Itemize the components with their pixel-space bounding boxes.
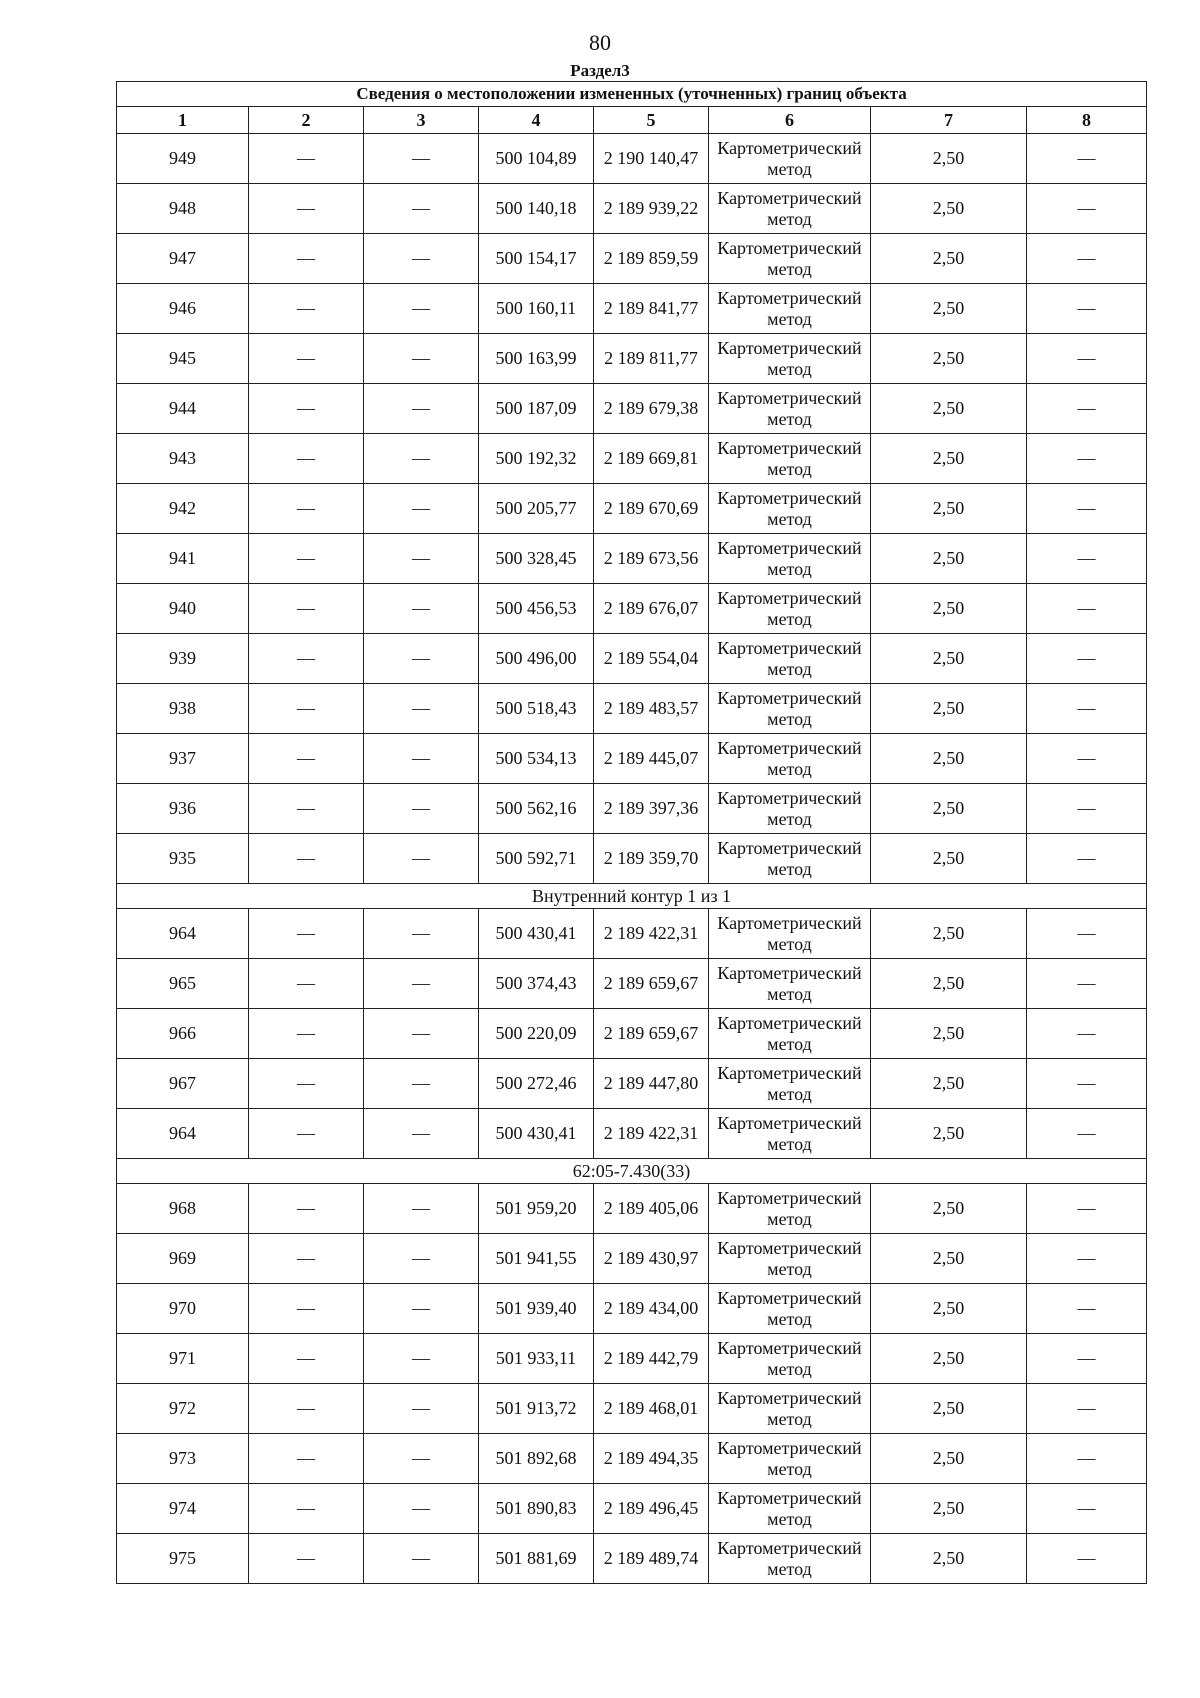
x-coordinate-cell: 500 496,00 (479, 634, 594, 684)
column-8-cell: — (1027, 684, 1147, 734)
method-cell: Картометрический метод (709, 734, 871, 784)
y-coordinate-cell: 2 189 939,22 (594, 184, 709, 234)
x-coordinate-cell: 500 220,09 (479, 1009, 594, 1059)
x-coordinate-cell: 500 430,41 (479, 1109, 594, 1159)
column-8-cell: — (1027, 959, 1147, 1009)
table-row (117, 684, 1147, 734)
y-coordinate-cell: 2 189 496,45 (594, 1484, 709, 1534)
x-coordinate-cell: 500 192,32 (479, 434, 594, 484)
column-3-cell: — (364, 184, 479, 234)
column-2-cell: — (249, 1284, 364, 1334)
column-2-cell: — (249, 284, 364, 334)
table-row (117, 634, 1147, 684)
table-row (117, 284, 1147, 334)
point-number-cell: 947 (117, 234, 249, 284)
table-row (117, 134, 1147, 184)
column-3-cell: — (364, 834, 479, 884)
accuracy-cell: 2,50 (871, 1534, 1027, 1584)
point-number-cell: 939 (117, 634, 249, 684)
y-coordinate-cell: 2 189 670,69 (594, 484, 709, 534)
point-number-cell: 946 (117, 284, 249, 334)
x-coordinate-cell: 501 881,69 (479, 1534, 594, 1584)
method-cell: Картометрический метод (709, 234, 871, 284)
table-row (117, 534, 1147, 584)
point-number-cell: 966 (117, 1009, 249, 1059)
column-number: 4 (479, 107, 594, 134)
x-coordinate-cell: 500 140,18 (479, 184, 594, 234)
method-cell: Картометрический метод (709, 184, 871, 234)
column-2-cell: — (249, 1384, 364, 1434)
table-row (117, 334, 1147, 384)
column-8-cell: — (1027, 1434, 1147, 1484)
point-number-cell: 942 (117, 484, 249, 534)
table-row (117, 1484, 1147, 1534)
column-number: 2 (249, 107, 364, 134)
column-3-cell: — (364, 384, 479, 434)
x-coordinate-cell: 501 941,55 (479, 1234, 594, 1284)
table-row (117, 184, 1147, 234)
column-3-cell: — (364, 234, 479, 284)
column-2-cell: — (249, 484, 364, 534)
accuracy-cell: 2,50 (871, 1184, 1027, 1234)
column-3-cell: — (364, 434, 479, 484)
column-3-cell: — (364, 1284, 479, 1334)
column-8-cell: — (1027, 184, 1147, 234)
column-3-cell: — (364, 1109, 479, 1159)
point-number-cell: 940 (117, 584, 249, 634)
column-8-cell: — (1027, 909, 1147, 959)
y-coordinate-cell: 2 189 811,77 (594, 334, 709, 384)
point-number-cell: 972 (117, 1384, 249, 1434)
column-8-cell: — (1027, 134, 1147, 184)
column-2-cell: — (249, 584, 364, 634)
point-number-cell: 970 (117, 1284, 249, 1334)
column-8-cell: — (1027, 484, 1147, 534)
column-number-row (117, 107, 1147, 134)
accuracy-cell: 2,50 (871, 1384, 1027, 1434)
x-coordinate-cell: 501 913,72 (479, 1384, 594, 1434)
method-cell: Картометрический метод (709, 584, 871, 634)
column-3-cell: — (364, 134, 479, 184)
y-coordinate-cell: 2 189 422,31 (594, 1109, 709, 1159)
method-cell: Картометрический метод (709, 1234, 871, 1284)
column-2-cell: — (249, 1434, 364, 1484)
y-coordinate-cell: 2 189 494,35 (594, 1434, 709, 1484)
accuracy-cell: 2,50 (871, 1109, 1027, 1159)
column-2-cell: — (249, 1059, 364, 1109)
y-coordinate-cell: 2 189 659,67 (594, 1009, 709, 1059)
column-3-cell: — (364, 909, 479, 959)
column-2-cell: — (249, 1534, 364, 1584)
method-cell: Картометрический метод (709, 284, 871, 334)
accuracy-cell: 2,50 (871, 1009, 1027, 1059)
column-2-cell: — (249, 684, 364, 734)
x-coordinate-cell: 500 374,43 (479, 959, 594, 1009)
x-coordinate-cell: 501 933,11 (479, 1334, 594, 1384)
page-number: 80 (589, 30, 611, 55)
table-caption-row (117, 82, 1147, 107)
method-cell: Картометрический метод (709, 1534, 871, 1584)
point-number-cell: 964 (117, 1109, 249, 1159)
table-row (117, 434, 1147, 484)
column-3-cell: — (364, 1384, 479, 1434)
accuracy-cell: 2,50 (871, 134, 1027, 184)
method-cell: Картометрический метод (709, 634, 871, 684)
column-3-cell: — (364, 334, 479, 384)
method-cell: Картометрический метод (709, 1059, 871, 1109)
x-coordinate-cell: 500 154,17 (479, 234, 594, 284)
method-cell: Картометрический метод (709, 909, 871, 959)
accuracy-cell: 2,50 (871, 484, 1027, 534)
column-8-cell: — (1027, 1184, 1147, 1234)
column-3-cell: — (364, 284, 479, 334)
table-row (117, 1384, 1147, 1434)
method-cell: Картометрический метод (709, 334, 871, 384)
y-coordinate-cell: 2 189 859,59 (594, 234, 709, 284)
column-2-cell: — (249, 234, 364, 284)
method-cell: Картометрический метод (709, 1284, 871, 1334)
contour-group-row (117, 884, 1147, 909)
point-number-cell: 945 (117, 334, 249, 384)
table-row (117, 1059, 1147, 1109)
y-coordinate-cell: 2 189 445,07 (594, 734, 709, 784)
x-coordinate-cell: 500 104,89 (479, 134, 594, 184)
column-3-cell: — (364, 734, 479, 784)
x-coordinate-cell: 500 430,41 (479, 909, 594, 959)
x-coordinate-cell: 500 160,11 (479, 284, 594, 334)
column-8-cell: — (1027, 1009, 1147, 1059)
y-coordinate-cell: 2 189 447,80 (594, 1059, 709, 1109)
y-coordinate-cell: 2 190 140,47 (594, 134, 709, 184)
accuracy-cell: 2,50 (871, 1234, 1027, 1284)
y-coordinate-cell: 2 189 405,06 (594, 1184, 709, 1234)
accuracy-cell: 2,50 (871, 684, 1027, 734)
table-row (117, 1234, 1147, 1284)
method-cell: Картометрический метод (709, 1109, 871, 1159)
table-row (117, 1284, 1147, 1334)
column-8-cell: — (1027, 634, 1147, 684)
column-3-cell: — (364, 1484, 479, 1534)
table-row (117, 584, 1147, 634)
column-3-cell: — (364, 1234, 479, 1284)
table-row (117, 1434, 1147, 1484)
column-3-cell: — (364, 534, 479, 584)
accuracy-cell: 2,50 (871, 634, 1027, 684)
accuracy-cell: 2,50 (871, 334, 1027, 384)
method-cell: Картометрический метод (709, 484, 871, 534)
column-2-cell: — (249, 959, 364, 1009)
column-2-cell: — (249, 634, 364, 684)
column-3-cell: — (364, 584, 479, 634)
point-number-cell: 975 (117, 1534, 249, 1584)
column-2-cell: — (249, 734, 364, 784)
accuracy-cell: 2,50 (871, 784, 1027, 834)
y-coordinate-cell: 2 189 841,77 (594, 284, 709, 334)
column-8-cell: — (1027, 434, 1147, 484)
column-8-cell: — (1027, 234, 1147, 284)
column-8-cell: — (1027, 384, 1147, 434)
column-8-cell: — (1027, 1384, 1147, 1434)
point-number-cell: 971 (117, 1334, 249, 1384)
column-8-cell: — (1027, 1534, 1147, 1584)
x-coordinate-cell: 500 187,09 (479, 384, 594, 434)
column-2-cell: — (249, 134, 364, 184)
column-8-cell: — (1027, 1484, 1147, 1534)
column-number: 8 (1027, 107, 1147, 134)
column-3-cell: — (364, 684, 479, 734)
method-cell: Картометрический метод (709, 1434, 871, 1484)
accuracy-cell: 2,50 (871, 1484, 1027, 1534)
column-3-cell: — (364, 1334, 479, 1384)
point-number-cell: 944 (117, 384, 249, 434)
column-8-cell: — (1027, 1059, 1147, 1109)
method-cell: Картометрический метод (709, 534, 871, 584)
x-coordinate-cell: 501 890,83 (479, 1484, 594, 1534)
point-number-cell: 974 (117, 1484, 249, 1534)
y-coordinate-cell: 2 189 676,07 (594, 584, 709, 634)
y-coordinate-cell: 2 189 434,00 (594, 1284, 709, 1334)
x-coordinate-cell: 500 534,13 (479, 734, 594, 784)
column-8-cell: — (1027, 734, 1147, 784)
column-2-cell: — (249, 834, 364, 884)
column-2-cell: — (249, 1109, 364, 1159)
column-8-cell: — (1027, 1284, 1147, 1334)
method-cell: Картометрический метод (709, 1009, 871, 1059)
accuracy-cell: 2,50 (871, 184, 1027, 234)
y-coordinate-cell: 2 189 422,31 (594, 909, 709, 959)
column-2-cell: — (249, 1009, 364, 1059)
table-row (117, 734, 1147, 784)
method-cell: Картометрический метод (709, 1334, 871, 1384)
accuracy-cell: 2,50 (871, 534, 1027, 584)
method-cell: Картометрический метод (709, 784, 871, 834)
x-coordinate-cell: 500 456,53 (479, 584, 594, 634)
accuracy-cell: 2,50 (871, 1059, 1027, 1109)
column-8-cell: — (1027, 284, 1147, 334)
point-number-cell: 949 (117, 134, 249, 184)
column-3-cell: — (364, 1434, 479, 1484)
table-caption: Сведения о местоположении измененных (уточненных) границ объекта (117, 82, 1147, 107)
x-coordinate-cell: 500 205,77 (479, 484, 594, 534)
method-cell: Картометрический метод (709, 384, 871, 434)
column-2-cell: — (249, 184, 364, 234)
point-number-cell: 964 (117, 909, 249, 959)
section-title: Раздел3 (570, 61, 630, 80)
table-row (117, 959, 1147, 1009)
accuracy-cell: 2,50 (871, 959, 1027, 1009)
table-row (117, 234, 1147, 284)
accuracy-cell: 2,50 (871, 584, 1027, 634)
column-8-cell: — (1027, 1234, 1147, 1284)
point-number-cell: 936 (117, 784, 249, 834)
column-number: 5 (594, 107, 709, 134)
column-8-cell: — (1027, 784, 1147, 834)
table-row (117, 384, 1147, 434)
x-coordinate-cell: 500 592,71 (479, 834, 594, 884)
point-number-cell: 935 (117, 834, 249, 884)
table-row (117, 484, 1147, 534)
y-coordinate-cell: 2 189 554,04 (594, 634, 709, 684)
point-number-cell: 948 (117, 184, 249, 234)
column-3-cell: — (364, 1009, 479, 1059)
table-row (117, 1184, 1147, 1234)
method-cell: Картометрический метод (709, 959, 871, 1009)
column-8-cell: — (1027, 834, 1147, 884)
table-body (117, 82, 1147, 1584)
y-coordinate-cell: 2 189 673,56 (594, 534, 709, 584)
accuracy-cell: 2,50 (871, 284, 1027, 334)
column-2-cell: — (249, 534, 364, 584)
x-coordinate-cell: 500 272,46 (479, 1059, 594, 1109)
y-coordinate-cell: 2 189 397,36 (594, 784, 709, 834)
table-row (117, 784, 1147, 834)
accuracy-cell: 2,50 (871, 434, 1027, 484)
method-cell: Картометрический метод (709, 434, 871, 484)
column-2-cell: — (249, 1184, 364, 1234)
table-row (117, 834, 1147, 884)
method-cell: Картометрический метод (709, 134, 871, 184)
point-number-cell: 969 (117, 1234, 249, 1284)
y-coordinate-cell: 2 189 483,57 (594, 684, 709, 734)
x-coordinate-cell: 500 518,43 (479, 684, 594, 734)
x-coordinate-cell: 501 959,20 (479, 1184, 594, 1234)
y-coordinate-cell: 2 189 430,97 (594, 1234, 709, 1284)
accuracy-cell: 2,50 (871, 834, 1027, 884)
x-coordinate-cell: 501 892,68 (479, 1434, 594, 1484)
y-coordinate-cell: 2 189 359,70 (594, 834, 709, 884)
x-coordinate-cell: 500 163,99 (479, 334, 594, 384)
point-number-cell: 967 (117, 1059, 249, 1109)
point-number-cell: 938 (117, 684, 249, 734)
table-row (117, 1109, 1147, 1159)
column-2-cell: — (249, 1484, 364, 1534)
column-8-cell: — (1027, 534, 1147, 584)
y-coordinate-cell: 2 189 659,67 (594, 959, 709, 1009)
column-8-cell: — (1027, 1334, 1147, 1384)
column-2-cell: — (249, 1234, 364, 1284)
column-number: 7 (871, 107, 1027, 134)
accuracy-cell: 2,50 (871, 234, 1027, 284)
point-number-cell: 968 (117, 1184, 249, 1234)
column-2-cell: — (249, 784, 364, 834)
y-coordinate-cell: 2 189 489,74 (594, 1534, 709, 1584)
accuracy-cell: 2,50 (871, 909, 1027, 959)
point-number-cell: 973 (117, 1434, 249, 1484)
column-2-cell: — (249, 909, 364, 959)
column-3-cell: — (364, 1059, 479, 1109)
method-cell: Картометрический метод (709, 1484, 871, 1534)
x-coordinate-cell: 500 328,45 (479, 534, 594, 584)
method-cell: Картометрический метод (709, 1184, 871, 1234)
column-3-cell: — (364, 959, 479, 1009)
y-coordinate-cell: 2 189 442,79 (594, 1334, 709, 1384)
column-number: 3 (364, 107, 479, 134)
contour-label: Внутренний контур 1 из 1 (117, 884, 1147, 909)
y-coordinate-cell: 2 189 669,81 (594, 434, 709, 484)
table-row (117, 1009, 1147, 1059)
table-row (117, 1334, 1147, 1384)
table-row (117, 909, 1147, 959)
point-number-cell: 965 (117, 959, 249, 1009)
column-8-cell: — (1027, 334, 1147, 384)
point-number-cell: 937 (117, 734, 249, 784)
column-2-cell: — (249, 384, 364, 434)
column-2-cell: — (249, 1334, 364, 1384)
method-cell: Картометрический метод (709, 834, 871, 884)
column-number: 6 (709, 107, 871, 134)
method-cell: Картометрический метод (709, 684, 871, 734)
coordinates-table (116, 81, 1147, 1584)
column-8-cell: — (1027, 1109, 1147, 1159)
accuracy-cell: 2,50 (871, 1334, 1027, 1384)
column-2-cell: — (249, 434, 364, 484)
column-2-cell: — (249, 334, 364, 384)
column-3-cell: — (364, 484, 479, 534)
x-coordinate-cell: 501 939,40 (479, 1284, 594, 1334)
accuracy-cell: 2,50 (871, 384, 1027, 434)
y-coordinate-cell: 2 189 679,38 (594, 384, 709, 434)
accuracy-cell: 2,50 (871, 734, 1027, 784)
x-coordinate-cell: 500 562,16 (479, 784, 594, 834)
column-3-cell: — (364, 784, 479, 834)
accuracy-cell: 2,50 (871, 1284, 1027, 1334)
point-number-cell: 943 (117, 434, 249, 484)
table-row (117, 1534, 1147, 1584)
contour-label: 62:05-7.430(33) (117, 1159, 1147, 1184)
method-cell: Картометрический метод (709, 1384, 871, 1434)
column-8-cell: — (1027, 584, 1147, 634)
column-number: 1 (117, 107, 249, 134)
accuracy-cell: 2,50 (871, 1434, 1027, 1484)
point-number-cell: 941 (117, 534, 249, 584)
contour-group-row (117, 1159, 1147, 1184)
column-3-cell: — (364, 634, 479, 684)
y-coordinate-cell: 2 189 468,01 (594, 1384, 709, 1434)
column-3-cell: — (364, 1184, 479, 1234)
column-3-cell: — (364, 1534, 479, 1584)
